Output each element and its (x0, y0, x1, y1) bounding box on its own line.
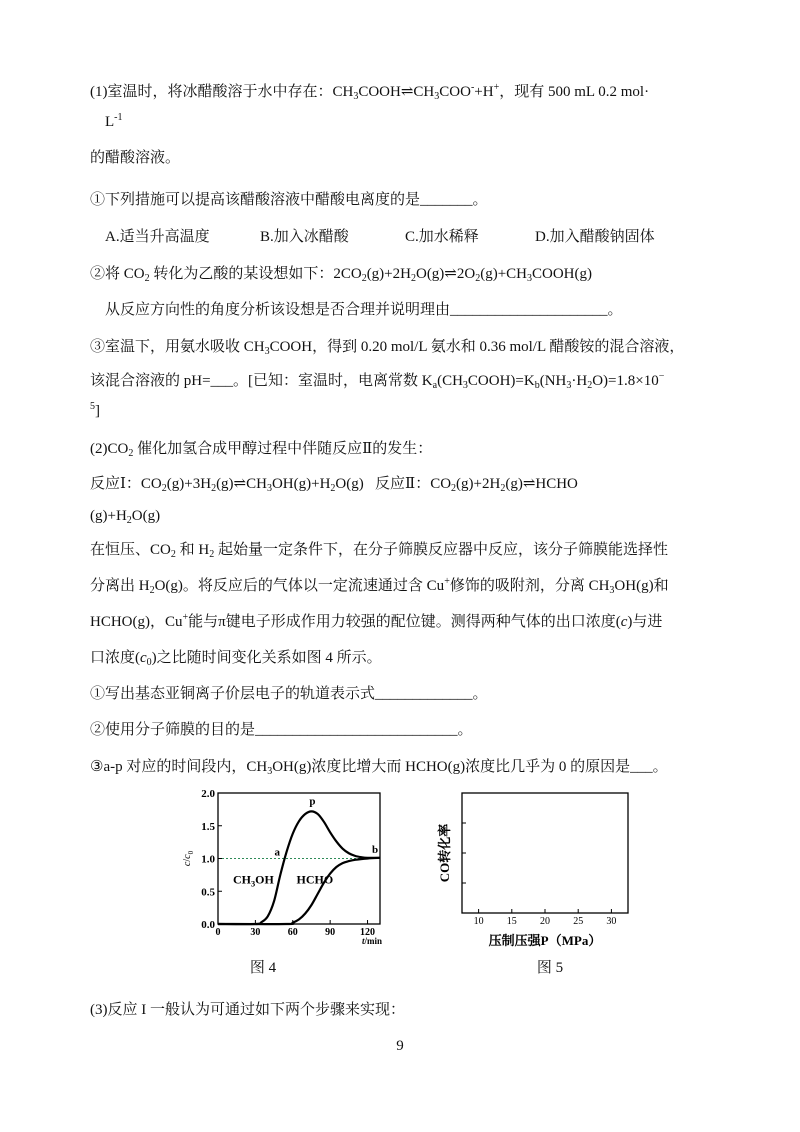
figure-5-chart (435, 783, 640, 953)
y-axis-label: CO转化率 (437, 823, 452, 883)
q1-part2-line-1: ②将 $CO_2$ 转化为乙酸的某设想如下：$2CO_2(g)+2H_2O(g)\rightleftharpoons 2O_2(g)+CH_3COOH(g)$ (90, 266, 593, 284)
x-axis-label: t/min (361, 936, 383, 946)
x-tick-label: 20 (540, 916, 550, 927)
q2-reaction-line-2: $(g)+H_2O(g)$ (90, 508, 161, 526)
figure-4 (175, 783, 390, 948)
series-label-1: $CH_3OH$ (232, 872, 274, 889)
x-tick-label: 30 (606, 916, 617, 927)
x-tick-label: 120 (360, 927, 376, 938)
y-tick-label: 1.0 (201, 853, 215, 866)
x-tick-label: 30 (250, 927, 261, 938)
q1-part3-line-3: $^5$] (90, 401, 100, 419)
x-tick-label: 0 (215, 927, 221, 938)
y-axis-label: $c/c_0$ (182, 850, 195, 867)
x-tick-label: 10 (473, 916, 484, 927)
q1-option-d: D.加入醋酸钠固体 (535, 229, 655, 245)
y-tick-label: 0.0 (201, 919, 215, 931)
q1-stem-line-3: 的醋酸溶液。 (90, 150, 181, 166)
q2-context-line-2: 分离出 $H_2O(g)$。将反应后的气体以一定流速通过含 Cu+修饰的吸附剂，分离 $CH_3OH(g)$和 (90, 576, 669, 596)
q2-context-line-4: 口浓度$(c_0)$之比随时间变化关系如图 4 所示。 (90, 650, 382, 668)
y-tick-label: 0.5 (201, 886, 215, 899)
x-tick-label: 60 (287, 927, 298, 938)
q2-part2: ②使用分子筛膜的目的是___________________________。 (90, 722, 473, 738)
figure-5-caption: 图 5 (536, 960, 564, 976)
x-axis-label: 压制压强P（MPa） (488, 933, 602, 948)
q3-stem: (3)反应 I 一般认为可通过如下两个步骤来实现： (90, 1002, 405, 1018)
series-line-2 (218, 858, 380, 924)
figure-4-caption: 图 4 (249, 960, 277, 976)
q1-part3-line-1: ③室温下，用氨水吸收 $CH_3COOH$，得到 0.20 mol/L 氨水和 0.36 mol/L 醋酸铵的混合溶液， (90, 339, 685, 357)
q2-part1: ①写出基态亚铜离子价层电子的轨道表示式_____________。 (90, 686, 488, 702)
x-tick-label: 25 (573, 916, 584, 927)
q2-context-line-3: HCHO(g)，Cu+能与π键电子形成作用力较强的配位键。测得两种气体的出口浓度(c)与进 (90, 612, 663, 630)
point-label-a: a (274, 846, 281, 859)
point-label-b: b (372, 843, 379, 856)
q2-part3: ③a-p 对应的时间段内，$CH_3OH(g)$浓度比增大而 HCHO(g)浓度比几乎为 0 的原因是___。 (90, 759, 668, 777)
q1-part3-line-2: 该混合溶液的 pH=___。[已知：室温时，电离常数 $K_a(CH_3COOH)=K_b(NH_3\cdot H_2O)=1.8\times 10^-$ (90, 371, 665, 391)
q1-option-b: B.加入冰醋酸 (260, 229, 349, 245)
q1-stem-line-1: (1)室温时，将冰醋酸溶于水中存在：$CH_3COOH\rightleftharpoons CH_3COO^-+H^+$，现有 500 mL 0.2 mol· (90, 82, 650, 102)
plot-frame (462, 793, 628, 913)
q1-option-a: A.适当升高温度 (105, 229, 210, 245)
series-line-1 (218, 811, 380, 924)
x-tick-label: 90 (325, 927, 336, 938)
figure-5 (435, 783, 640, 953)
q2-context-line-1: 在恒压、$CO_2$ 和 $H_2$ 起始量一定条件下，在分子筛膜反应器中反应，该分子筛膜能选择性 (90, 542, 668, 560)
q2-stem-line-1: $(2)CO_2$ 催化加氢合成甲醇过程中伴随反应Ⅱ的发生： (90, 441, 433, 459)
x-tick-label: 15 (506, 916, 517, 927)
q1-part1-prompt: ①下列措施可以提高该醋酸溶液中醋酸电离度的是_______。 (90, 192, 488, 208)
y-tick-label: 2.0 (201, 788, 215, 800)
series-label-2: HCHO (296, 872, 334, 887)
figure-4-chart (175, 783, 390, 948)
y-tick-label: 1.5 (201, 820, 215, 833)
q1-part2-line-2: 从反应方向性的角度分析该设想是否合理并说明理由_____________________。 (105, 302, 623, 318)
q1-option-c: C.加水稀释 (405, 229, 479, 245)
point-label-p: p (309, 795, 316, 808)
q1-stem-line-2: $L^{-1}$ (105, 112, 123, 130)
q2-reaction-line-1: 反应Ⅰ：$CO_2(g)+3H_2(g)\rightleftharpoons CH_3OH(g)+H_2O(g)$ 反应Ⅱ：$CO_2(g)+2H_2(g)\rightleftharpoons HCHO$ (90, 476, 578, 494)
page-number: 9 (396, 1038, 404, 1054)
